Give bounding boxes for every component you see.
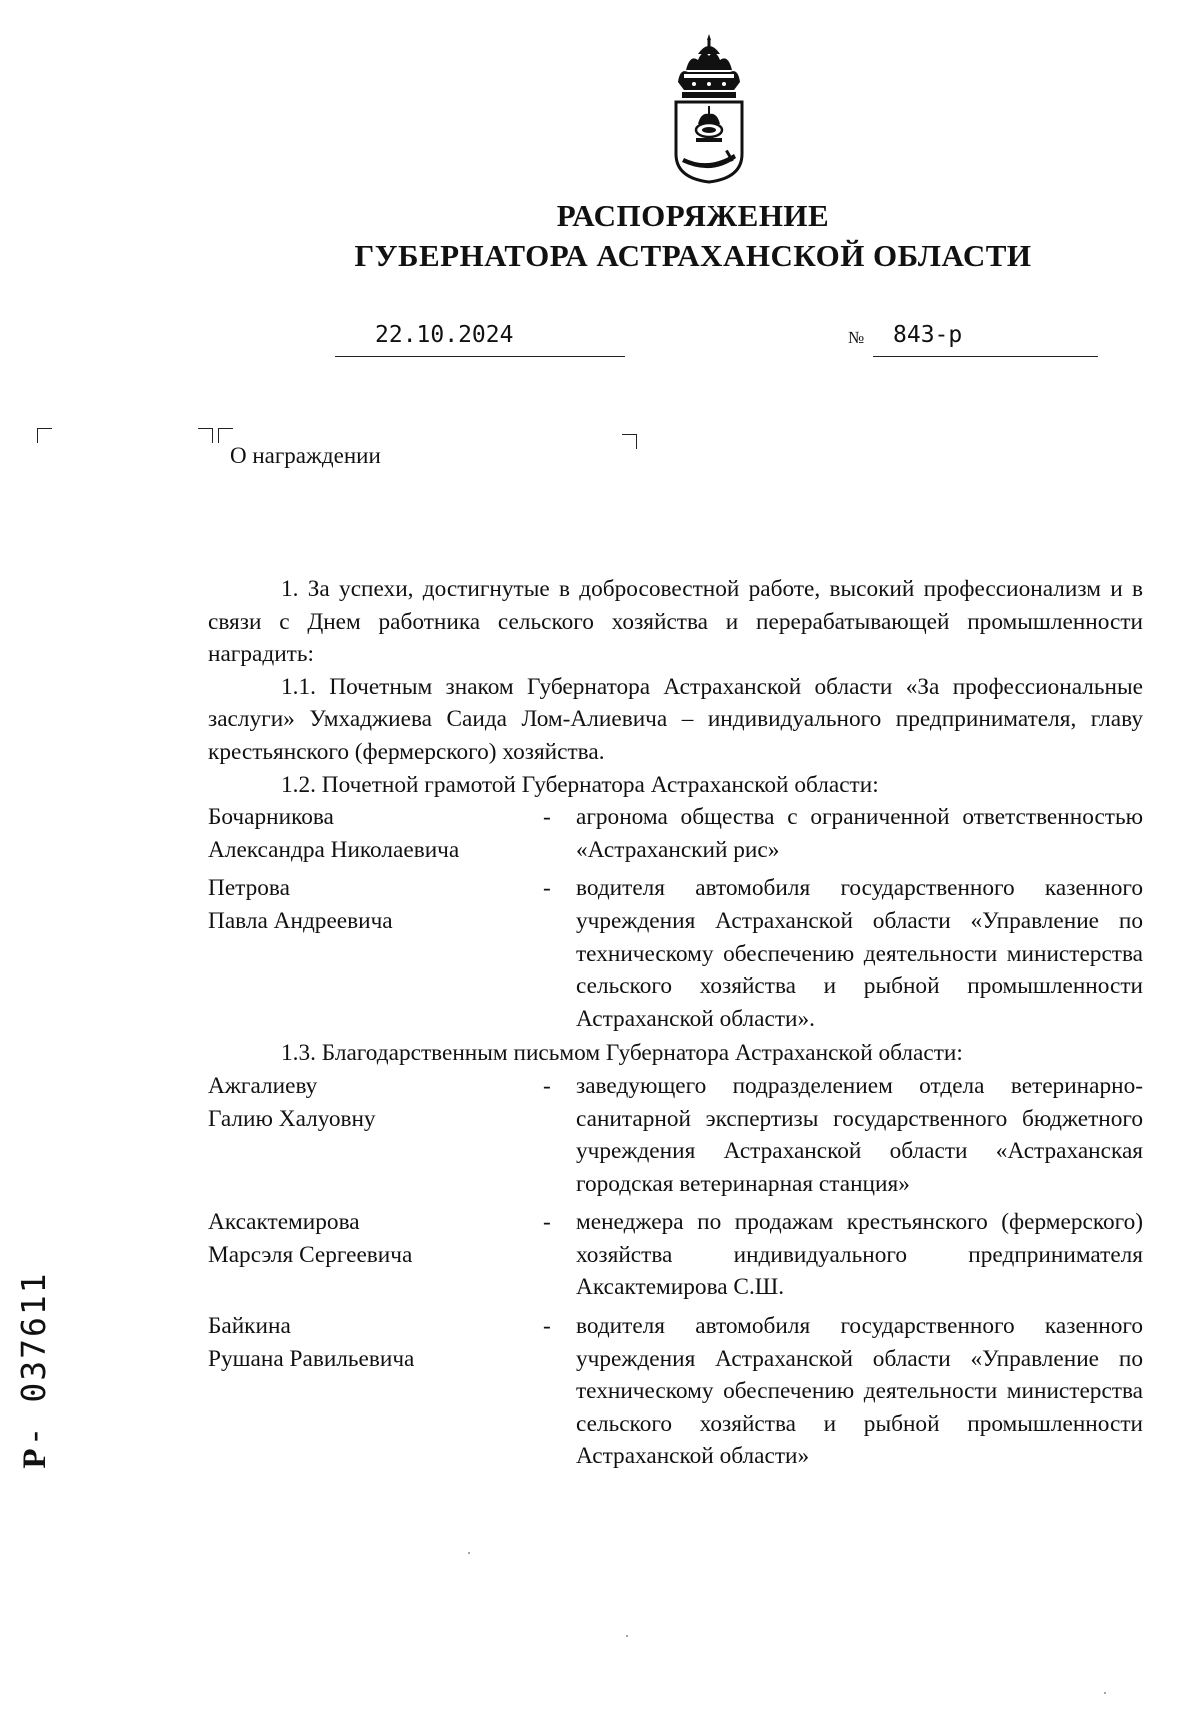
coat-of-arms-emblem bbox=[668, 32, 750, 184]
number-sign-label: № bbox=[848, 328, 865, 347]
margin-corner-mark bbox=[37, 428, 52, 443]
award-row bbox=[208, 1070, 1143, 1200]
margin-corner-mark bbox=[198, 428, 213, 443]
paragraph-1: 1. За успехи, достигнутые в добросовестной работе, высокий профессионализм и в связи с Днем работника сельского хозяйства и перерабатывающей промышленности наградить: bbox=[208, 576, 1143, 668]
paragraph-1-2-heading: 1.2. Почетной грамотой Губернатора Астраханской области: bbox=[281, 771, 879, 798]
awardee-given-names: Рушана Равильевича bbox=[208, 1345, 415, 1372]
awardee-given-names: Марсэля Сергеевича bbox=[208, 1241, 413, 1268]
awardee-position: водителя автомобиля государственного казенного учреждения Астраханской области «Управление по техническому обеспечению деятельности министерства сельского хозяйства и рыбной промышленности Астраханской области» bbox=[576, 1313, 1143, 1470]
dash-separator: - bbox=[543, 1313, 551, 1340]
dash-separator: - bbox=[543, 1209, 551, 1236]
awardee-given-names: Галию Халуовну bbox=[208, 1105, 376, 1132]
award-row bbox=[208, 872, 1143, 1035]
award-row bbox=[208, 1310, 1143, 1473]
document-subject: О награждении bbox=[230, 443, 381, 468]
number-field bbox=[873, 322, 1098, 357]
award-row bbox=[208, 801, 1143, 866]
serial-value: - 037611 bbox=[14, 1271, 53, 1447]
awardee-surname: Ажгалиеву bbox=[208, 1072, 318, 1099]
award-row bbox=[208, 1206, 1143, 1304]
subject-corner-mark-left bbox=[218, 428, 233, 443]
awardee-surname: Петрова bbox=[208, 875, 290, 902]
issuer-title: ГУБЕРНАТОРА АСТРАХАНСКОЙ ОБЛАСТИ bbox=[354, 238, 1032, 273]
document-number: 843-р bbox=[893, 322, 963, 348]
date-field bbox=[335, 322, 625, 357]
paragraph-1-1: 1.1. Почетным знаком Губернатора Астраханской области «За профессиональные заслуги» Умхаджиева Саида Лом-Алиевича – индивидуального предпринимателя, главу крестьянского (фермерского) хозяйства. bbox=[208, 673, 1143, 765]
dash-separator: - bbox=[543, 875, 551, 902]
awardee-position: агронома общества с ограниченной ответственностью «Астраханский рис» bbox=[576, 804, 1143, 863]
scan-speck bbox=[468, 1552, 470, 1554]
awardee-position: менеджера по продажам крестьянского (фермерского) хозяйства индивидуального предпринимателя Аксактемирова С.Ш. bbox=[576, 1209, 1143, 1301]
awardee-name bbox=[208, 1206, 543, 1271]
document-body bbox=[208, 573, 1143, 1473]
serial-prefix: Р bbox=[17, 1446, 53, 1469]
awardee-name bbox=[208, 1070, 543, 1135]
document-type-title: РАСПОРЯЖЕНИЕ bbox=[556, 198, 830, 233]
scan-speck bbox=[626, 1635, 628, 1637]
awardee-name bbox=[208, 872, 543, 937]
subject-corner-mark-right bbox=[622, 434, 637, 449]
awardee-position: заведующего подразделением отдела ветеринарно-санитарной экспертизы государственного бюджетного учреждения Астраханской области «Астраханская городская ветеринарная станция» bbox=[576, 1072, 1143, 1197]
scan-speck bbox=[1104, 1692, 1106, 1694]
document-date: 22.10.2024 bbox=[375, 322, 514, 348]
dash-separator: - bbox=[543, 1072, 551, 1099]
awardee-name bbox=[208, 1310, 543, 1375]
awardee-name bbox=[208, 801, 543, 866]
form-serial-number bbox=[14, 1250, 54, 1490]
awardee-surname: Байкина bbox=[208, 1313, 291, 1340]
awardee-given-names: Александра Николаевича bbox=[208, 836, 460, 863]
awardee-surname: Бочарникова bbox=[208, 804, 334, 831]
awardee-given-names: Павла Андреевича bbox=[208, 907, 393, 934]
dash-separator: - bbox=[543, 804, 551, 831]
awardee-position: водителя автомобиля государственного казенного учреждения Астраханской области «Управление по техническому обеспечению деятельности министерства сельского хозяйства и рыбной промышленности Астраханской области». bbox=[576, 875, 1143, 1032]
paragraph-1-3-heading: 1.3. Благодарственным письмом Губернатора Астраханской области: bbox=[281, 1040, 963, 1067]
awardee-surname: Аксактемирова bbox=[208, 1209, 360, 1236]
